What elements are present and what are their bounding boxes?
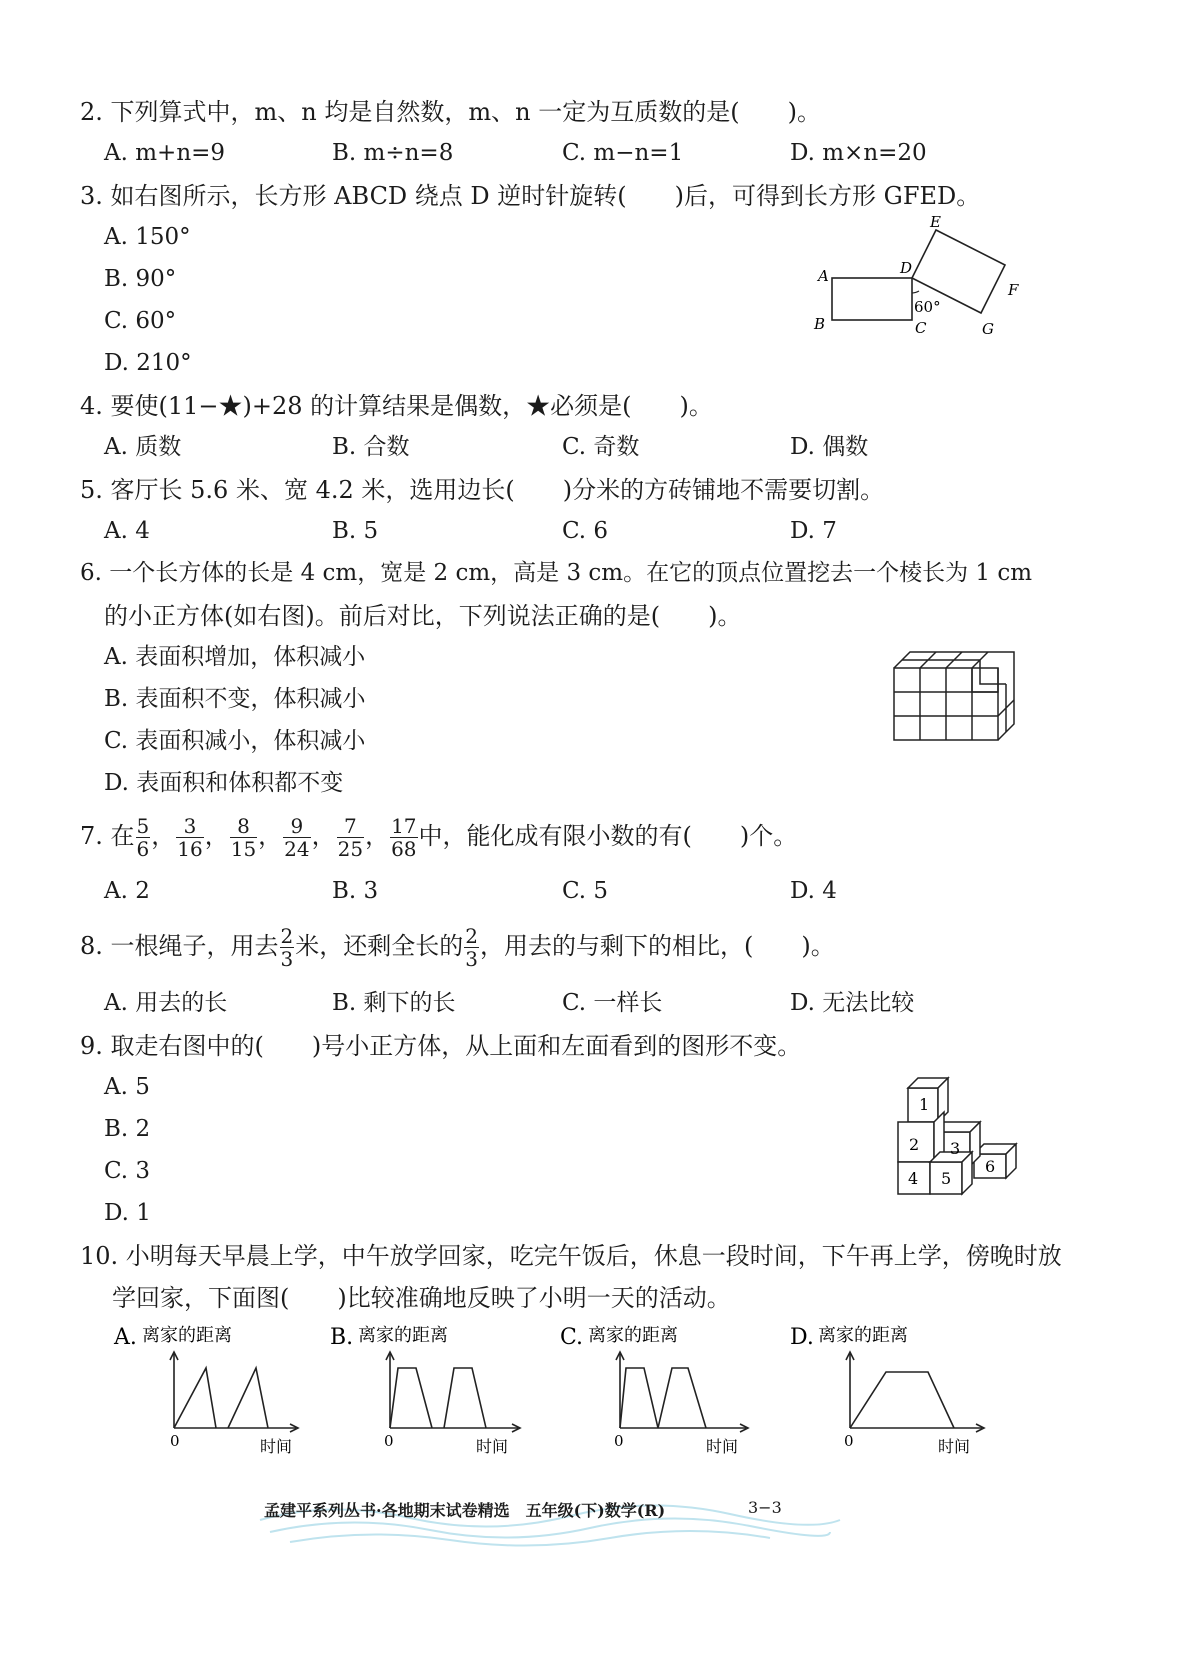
cube-label-4: 4 bbox=[908, 1169, 919, 1188]
q8-part2: 米，还剩全长的 bbox=[295, 932, 464, 960]
graph-a bbox=[110, 1318, 310, 1460]
q7-prefix: 7. 在 bbox=[80, 822, 135, 850]
graph-b-ylabel: 离家的距离 bbox=[358, 1325, 448, 1346]
graph-b-trip1 bbox=[390, 1368, 432, 1428]
q4-option-c: C. 奇数 bbox=[562, 434, 640, 460]
q7-option-a: A. 2 bbox=[104, 878, 150, 904]
label-d: D bbox=[900, 259, 913, 277]
separator: ， bbox=[311, 822, 336, 850]
graph-b bbox=[326, 1318, 536, 1460]
q7-suffix: 中，能化成有限小数的有( )个。 bbox=[418, 822, 798, 850]
angle-label: 60° bbox=[914, 298, 941, 316]
q10-stem-line2: 学回家，下面图( )比较准确地反映了小明一天的活动。 bbox=[112, 1284, 731, 1312]
denominator: 24 bbox=[284, 837, 310, 861]
q4-option-b: B. 合数 bbox=[332, 434, 410, 460]
graph-d-trip bbox=[850, 1372, 954, 1428]
graph-a-origin: 0 bbox=[170, 1432, 180, 1450]
graph-d-letter: D. bbox=[790, 1325, 814, 1350]
q6-stem-line1: 6. 一个长方体的长是 4 cm，宽是 2 cm，高是 3 cm。在它的顶点位置挖去一个棱长为 1 cm bbox=[80, 560, 1033, 586]
graph-c-xlabel: 时间 bbox=[706, 1437, 739, 1456]
label-c: C bbox=[915, 319, 927, 337]
q9-option-c: C. 3 bbox=[104, 1158, 151, 1184]
q8-option-c: C. 一样长 bbox=[562, 990, 663, 1016]
q6-option-a: A. 表面积增加，体积减小 bbox=[104, 644, 366, 670]
denominator: 6 bbox=[136, 837, 150, 861]
graph-d-xlabel: 时间 bbox=[938, 1437, 971, 1456]
q3-option-d: D. 210° bbox=[104, 350, 192, 376]
numerator: 9 bbox=[283, 816, 310, 838]
graph-a-letter: A. bbox=[114, 1325, 137, 1350]
numerator: 2 bbox=[465, 924, 478, 948]
graph-b-xlabel: 时间 bbox=[476, 1437, 509, 1456]
graph-a-trip1 bbox=[174, 1368, 216, 1428]
angle-arc bbox=[912, 291, 919, 293]
label-a: A bbox=[818, 267, 829, 285]
graph-b-trip2 bbox=[444, 1368, 486, 1428]
q4-option-d: D. 偶数 bbox=[790, 434, 869, 460]
numerator: 17 bbox=[391, 814, 417, 838]
q8-option-b: B. 剩下的长 bbox=[332, 990, 456, 1016]
graph-c-ylabel: 离家的距离 bbox=[588, 1325, 678, 1346]
label-b: B bbox=[814, 315, 826, 333]
denominator: 3 bbox=[465, 947, 478, 971]
graph-c-trips bbox=[620, 1368, 706, 1428]
graph-d bbox=[786, 1318, 1006, 1460]
q2-option-c: C. m−n=1 bbox=[562, 140, 684, 166]
q6-option-d: D. 表面积和体积都不变 bbox=[104, 770, 344, 796]
q8-option-a: A. 用去的长 bbox=[104, 990, 228, 1016]
cube-label-5: 5 bbox=[941, 1169, 952, 1188]
label-g: G bbox=[982, 320, 994, 338]
q3-option-a: A. 150° bbox=[104, 224, 191, 250]
cube-label-3: 3 bbox=[950, 1139, 961, 1158]
q2-option-a: A. m+n=9 bbox=[104, 140, 226, 166]
cube-label-6: 6 bbox=[985, 1157, 996, 1176]
q5-option-c: C. 6 bbox=[562, 518, 609, 544]
separator: ， bbox=[204, 822, 229, 850]
q8-part3: ，用去的与剩下的相比，( )。 bbox=[480, 932, 835, 960]
q4-stem: 4. 要使(11−★)+28 的计算结果是偶数，★必须是( )。 bbox=[80, 392, 713, 420]
q6-stem-line2: 的小正方体(如右图)。前后对比，下列说法正确的是( )。 bbox=[104, 602, 742, 630]
q9-stem: 9. 取走右图中的( )号小正方体，从上面和左面看到的图形不变。 bbox=[80, 1032, 802, 1060]
numerator: 2 bbox=[280, 924, 294, 948]
q7-option-d: D. 4 bbox=[790, 878, 837, 904]
q7-option-c: C. 5 bbox=[562, 878, 609, 904]
graph-b-origin: 0 bbox=[384, 1432, 394, 1450]
q9-option-d: D. 1 bbox=[104, 1200, 151, 1226]
fraction-7-25 bbox=[337, 816, 364, 859]
separator: ， bbox=[365, 822, 390, 850]
rotation-figure bbox=[800, 215, 1040, 345]
rectangle-abcd bbox=[832, 278, 912, 320]
q2-option-d: D. m×n=20 bbox=[790, 140, 927, 166]
q5-option-a: A. 4 bbox=[104, 518, 150, 544]
q10-stem-line1: 10. 小明每天早晨上学，中午放学回家，吃完午饭后，休息一段时间，下午再上学，傍晚时放 bbox=[80, 1242, 1062, 1270]
fraction-17-68 bbox=[390, 816, 417, 859]
footer-series-title: 孟建平系列丛书·各地期末试卷精选 五年级(下)数学(R) bbox=[264, 1501, 666, 1520]
cuboid-figure bbox=[888, 638, 1028, 746]
q6-option-c: C. 表面积减小，体积减小 bbox=[104, 728, 366, 754]
denominator: 15 bbox=[230, 837, 257, 861]
denominator: 25 bbox=[337, 837, 364, 861]
graph-c-origin: 0 bbox=[614, 1432, 624, 1450]
numerator: 7 bbox=[337, 816, 364, 838]
graph-a-xlabel: 时间 bbox=[260, 1437, 293, 1456]
label-f: F bbox=[1008, 281, 1019, 299]
q5-stem: 5. 客厅长 5.6 米、宽 4.2 米，选用边长( )分米的方砖铺地不需要切割。 bbox=[80, 476, 885, 504]
q8-option-d: D. 无法比较 bbox=[790, 990, 915, 1016]
numerator: 5 bbox=[136, 814, 150, 838]
cube-label-2: 2 bbox=[909, 1135, 920, 1154]
q9-option-a: A. 5 bbox=[104, 1074, 150, 1100]
q3-option-c: C. 60° bbox=[104, 308, 177, 334]
cube-label-1: 1 bbox=[919, 1095, 930, 1114]
numerator: 3 bbox=[176, 816, 203, 838]
fraction-3-16 bbox=[176, 816, 203, 859]
graph-c bbox=[556, 1318, 766, 1460]
q3-option-b: B. 90° bbox=[104, 266, 177, 292]
graph-d-ylabel: 离家的距离 bbox=[818, 1325, 908, 1346]
denominator: 3 bbox=[280, 947, 294, 971]
q6-option-b: B. 表面积不变，体积减小 bbox=[104, 686, 366, 712]
q9-option-b: B. 2 bbox=[104, 1116, 151, 1142]
denominator: 68 bbox=[391, 837, 417, 861]
q7-stem bbox=[80, 814, 798, 861]
graph-d-origin: 0 bbox=[844, 1432, 854, 1450]
q8-stem bbox=[80, 924, 835, 971]
separator: ， bbox=[151, 822, 176, 850]
graph-a-ylabel: 离家的距离 bbox=[142, 1325, 232, 1346]
denominator: 16 bbox=[177, 837, 203, 861]
graph-c-letter: C. bbox=[560, 1325, 584, 1350]
separator: ， bbox=[258, 822, 283, 850]
fraction-9-24 bbox=[283, 816, 310, 859]
q2-option-b: B. m÷n=8 bbox=[332, 140, 454, 166]
graph-a-trip2 bbox=[228, 1368, 268, 1428]
q5-option-d: D. 7 bbox=[790, 518, 837, 544]
numerator: 8 bbox=[230, 816, 257, 838]
footer-page-number: 3−3 bbox=[748, 1498, 782, 1517]
fraction-5-6 bbox=[136, 816, 151, 859]
fraction-2-3-used bbox=[280, 926, 295, 969]
q2-stem: 2. 下列算式中，m、n 均是自然数，m、n 一定为互质数的是( )。 bbox=[80, 98, 821, 126]
q4-option-a: A. 质数 bbox=[104, 434, 182, 460]
q3-stem: 3. 如右图所示，长方形 ABCD 绕点 D 逆时针旋转( )后，可得到长方形 GFED。 bbox=[80, 182, 981, 210]
q8-part1: 8. 一根绳子，用去 bbox=[80, 932, 279, 960]
graph-b-letter: B. bbox=[330, 1325, 354, 1350]
q7-option-b: B. 3 bbox=[332, 878, 379, 904]
cubes-figure bbox=[892, 1070, 1022, 1198]
fraction-8-15 bbox=[230, 816, 257, 859]
label-e: E bbox=[930, 215, 941, 231]
q5-option-b: B. 5 bbox=[332, 518, 379, 544]
fraction-2-3-remaining bbox=[464, 926, 479, 969]
